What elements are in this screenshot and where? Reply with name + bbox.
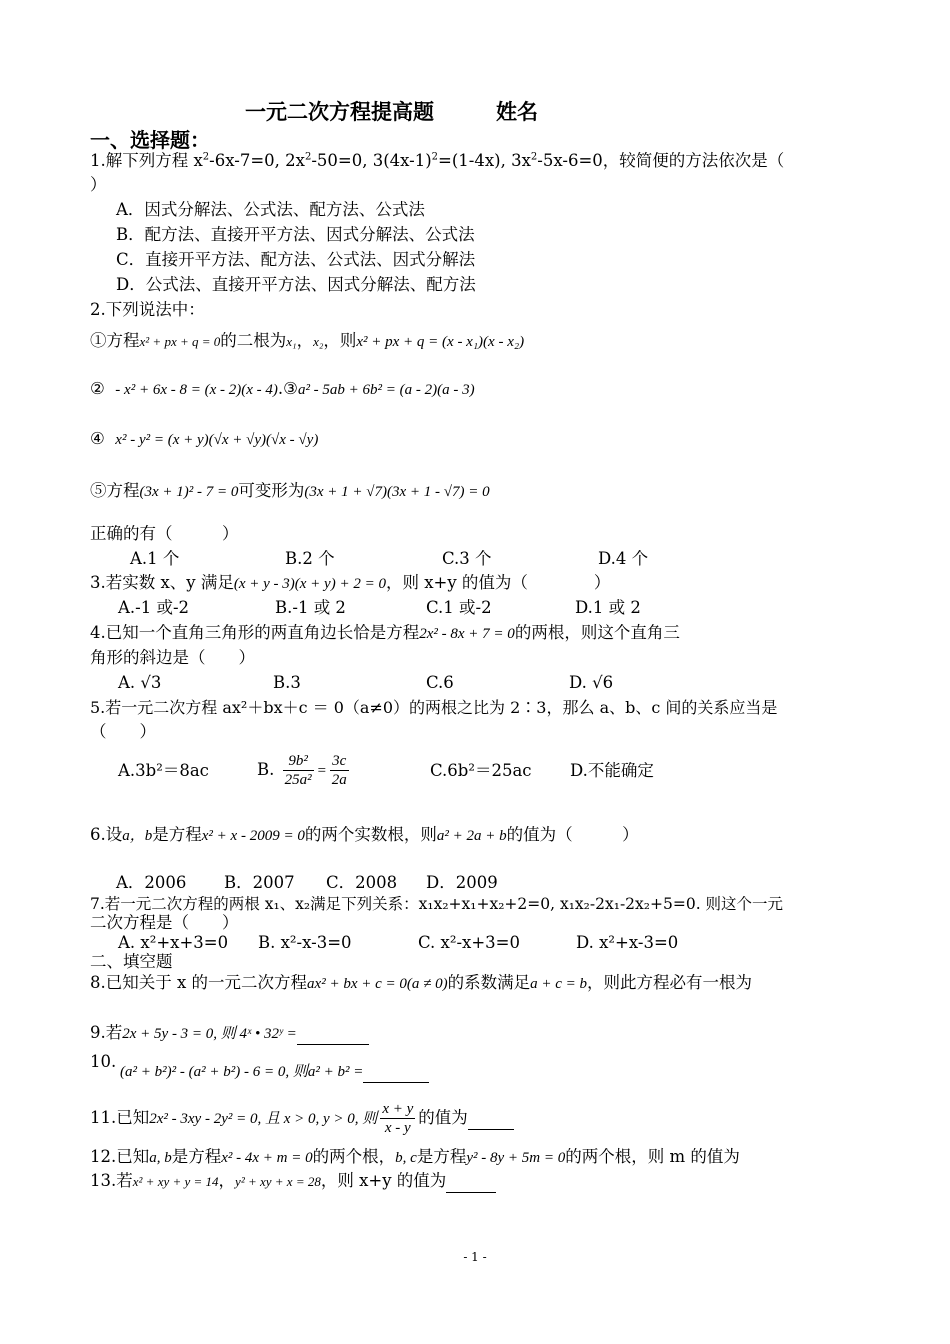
q10-answer-blank[interactable]	[363, 1060, 429, 1083]
q6-text-c: 的两个实数根，则	[304, 825, 437, 844]
q12-eq2: y² - 8y + 5m = 0	[466, 1150, 566, 1166]
q2-option-b: B.2 个	[285, 549, 335, 568]
question-7-stem: 7.若一元二次方程的两根 x₁、x₂满足下列关系：x₁x₂+x₁+x₂+2=0, x₁x₂-2x₁-2x₂+5=0. 则这个一元	[90, 895, 784, 913]
q11-num: x + y	[382, 1101, 414, 1117]
q12-text-d: 是方程	[416, 1147, 467, 1166]
q8-text-a: 8.已知关于 x 的一元二次方程	[90, 973, 308, 992]
q12-eq1: x² - 4x + m = 0	[221, 1150, 313, 1166]
q13-comma: ，	[218, 1171, 236, 1190]
q2-s3-label: ③	[283, 379, 298, 398]
q4-option-d: D. √6	[569, 673, 614, 692]
q3-option-d: D.1 或 2	[575, 598, 641, 617]
q2-statement-4	[90, 428, 318, 451]
q1-part-a: 1.解下列方程 x	[90, 151, 203, 170]
name-label: 姓名	[496, 100, 538, 124]
q11-eq: 2x² - 3xy - 2y² = 0, 且 x > 0, y > 0, 则	[149, 1111, 378, 1127]
page-number: - 1 -	[463, 1250, 487, 1264]
q2-s1-eq2: x² + px + q = (x - x₁)(x - x₂)	[356, 334, 525, 350]
q3-eq: (x + y - 3)(x + y) + 2 = 0	[233, 576, 386, 592]
q11-text-b: 的值为	[418, 1108, 468, 1127]
q12-ab: a, b	[149, 1150, 172, 1166]
q2-s4-eq: x² - y² = (x + y)(√x + √y)(√x - √y)	[115, 432, 319, 448]
q4-eq: 2x² - 8x + 7 = 0	[419, 626, 515, 642]
q1-part-d: =(1-4x), 3x	[438, 151, 531, 170]
question-7-stem-cont: 二次方程是（ ）	[90, 913, 239, 932]
q1-sup: 2	[304, 151, 312, 163]
q1-part-b: -6x-7=0, 2x	[209, 151, 305, 170]
q5-b-equals: =	[316, 763, 327, 779]
q8-cond: a + c = b	[530, 976, 588, 992]
q2-s1-eq1: x² + px + q = 0	[139, 334, 221, 349]
q5-b-fraction-1	[283, 752, 314, 789]
q6-expr: a² + 2a + b	[436, 828, 507, 844]
page-title	[245, 96, 538, 126]
q5-b-den1: 25a²	[284, 772, 312, 788]
q6-text-a: 6.设	[90, 825, 123, 844]
q6-option-b: B．2007	[224, 873, 295, 892]
q6-option-d: D．2009	[426, 873, 498, 892]
q8-text-c: ，则此方程必有一根为	[587, 973, 753, 992]
question-13	[90, 1170, 496, 1193]
q7-option-d: D. x²+x-3=0	[576, 933, 679, 952]
q3-option-b: B.-1 或 2	[275, 598, 346, 617]
q4-option-a: A. √3	[118, 673, 162, 692]
q11-fraction	[380, 1100, 415, 1137]
q8-eq: ax² + bx + c = 0(a ≠ 0)	[307, 976, 448, 992]
q2-statement-2-3	[90, 378, 475, 401]
q3-option-c: C.1 或-2	[426, 598, 492, 617]
q5-b-num1: 9b²	[283, 752, 314, 771]
q2-s5-eq2: (3x + 1 + √7)(3x + 1 - √7) = 0	[304, 484, 490, 500]
question-5-stem: 5.若一元二次方程 ax²＋bx＋c ＝ 0（a≠0）的两根之比为 2∶3，那么 a、b、c 间的关系应当是	[90, 698, 778, 717]
q7-option-b: B. x²-x-3=0	[258, 933, 352, 952]
q6-ab: a，b	[122, 828, 153, 844]
q2-s1-x2: x₂	[313, 334, 324, 349]
q5-b-num2: 3c	[330, 752, 349, 771]
question-10	[120, 1060, 429, 1083]
q2-s1-then: ，则	[323, 331, 357, 350]
q4-option-b: B.3	[273, 673, 301, 692]
q2-s1-x1: x₁	[286, 334, 297, 349]
q4-option-c: C.6	[426, 673, 454, 692]
question-9	[90, 1022, 369, 1045]
q5-option-d: D.不能确定	[570, 761, 654, 780]
q12-text-e: 的两个根，则 m 的值为	[565, 1147, 740, 1166]
q13-answer-blank[interactable]	[446, 1170, 496, 1193]
q13-eq1: x² + xy + y = 14	[132, 1174, 219, 1189]
q11-text-a: 11.已知	[90, 1108, 150, 1127]
q2-s2-label: ②	[90, 379, 105, 398]
q2-statement-5	[90, 480, 490, 503]
q12-text-b: 是方程	[171, 1147, 222, 1166]
q2-statement-1	[90, 330, 524, 353]
q5-option-c: C.6b²＝25ac	[430, 761, 532, 780]
q13-eq2: y² + xy + x = 28	[235, 1174, 321, 1189]
q9-eq: 2x + 5y - 3 = 0, 则 4ˣ • 32ʸ =	[122, 1026, 297, 1042]
q2-option-d: D.4 个	[598, 549, 649, 568]
q2-s2-eq: - x² + 6x - 8 = (x - 2)(x - 4)	[115, 382, 278, 398]
q12-bc: b, c	[395, 1150, 417, 1166]
q1-option-a: A．因式分解法、公式法、配方法、公式法	[116, 200, 425, 219]
question-1-stem	[90, 150, 784, 172]
question-10-num: 10.	[90, 1052, 117, 1071]
section-heading-fill: 二、填空题	[90, 952, 173, 971]
q8-text-b: 的系数满足	[447, 973, 531, 992]
q2-s3-eq: a² - 5ab + 6b² = (a - 2)(a - 3)	[297, 382, 475, 398]
q2-s1-text: 的二根为	[220, 331, 287, 350]
q11-answer-blank[interactable]	[468, 1107, 514, 1130]
q12-text-a: 12.已知	[90, 1147, 150, 1166]
q1-part-c: -50=0, 3(4x-1)	[311, 151, 432, 170]
q5-option-b	[257, 752, 352, 789]
q6-eq: x² + x - 2009 = 0	[201, 828, 305, 844]
question-11	[90, 1100, 514, 1137]
q2-s1-comma: ，	[296, 331, 314, 350]
q5-b-fraction-2	[330, 752, 349, 789]
q1-option-c: C．直接开平方法、配方法、公式法、因式分解法	[116, 250, 476, 269]
q1-sup: 2	[431, 151, 439, 163]
q11-den: x - y	[384, 1120, 411, 1136]
q2-option-c: C.3 个	[442, 549, 492, 568]
section-heading-choice: 一、选择题：	[90, 128, 210, 152]
q2-option-a: A.1 个	[130, 549, 180, 568]
q2-s4-label: ④	[90, 429, 105, 448]
q5-option-a: A.3b²＝8ac	[118, 761, 209, 780]
q1-option-d: D．公式法、直接开平方法、因式分解法、配方法	[116, 275, 476, 294]
question-2-stem: 2.下列说法中：	[90, 300, 205, 319]
question-1-close: ）	[90, 175, 107, 194]
q1-option-b: B．配方法、直接开平方法、因式分解法、公式法	[116, 225, 475, 244]
q2-s2-dot: .	[277, 379, 284, 398]
question-4-stem-cont: 角形的斜边是（ ）	[90, 648, 255, 667]
q1-sup: 2	[202, 151, 210, 163]
q6-text-d: 的值为（ ）	[506, 825, 639, 844]
q9-text: 9.若	[90, 1023, 123, 1042]
q3-text-a: 3.若实数 x、y 满足	[90, 573, 234, 592]
title-text: 一元二次方程提高题	[245, 100, 434, 124]
q13-text-a: 13.若	[90, 1171, 133, 1190]
question-8-stem	[90, 972, 752, 995]
q6-text-b: 是方程	[152, 825, 202, 844]
q1-part-e: -5x-6=0，较简便的方法依次是（	[537, 151, 785, 170]
question-3-stem	[90, 572, 610, 595]
q1-sup: 2	[530, 151, 538, 163]
question-5-close: （ ）	[90, 722, 156, 741]
q9-answer-blank[interactable]	[297, 1022, 369, 1045]
question-12	[90, 1146, 740, 1169]
q3-text-b: ，则 x+y 的值为（ ）	[385, 573, 611, 592]
q12-text-c: 的两个根，	[312, 1147, 396, 1166]
question-4-stem	[90, 622, 680, 645]
q5-b-den2: 2a	[331, 772, 347, 788]
q7-option-c: C. x²-x+3=0	[418, 933, 520, 952]
q13-text-b: ，则 x+y 的值为	[320, 1171, 447, 1190]
question-6-stem	[90, 824, 639, 847]
q7-option-a: A. x²+x+3=0	[118, 933, 229, 952]
q3-option-a: A.-1 或-2	[118, 598, 190, 617]
q6-option-a: A．2006	[116, 873, 187, 892]
q4-text-b: 的两根，则这个直角三	[514, 623, 680, 642]
q5-b-label: B.	[257, 760, 275, 779]
q2-s5-text: 可变形为	[238, 481, 305, 500]
q6-option-c: C．2008	[326, 873, 398, 892]
q4-text-a: 4.已知一个直角三角形的两直角边长恰是方程	[90, 623, 420, 642]
q10-eq: (a² + b²)² - (a² + b²) - 6 = 0, 则a² + b² =	[120, 1064, 364, 1080]
q2-correct-prompt: 正确的有（ ）	[90, 524, 239, 543]
q2-s1-label: ①方程	[90, 331, 140, 350]
q2-s5-label: ⑤方程	[90, 481, 140, 500]
q2-s5-eq1: (3x + 1)² - 7 = 0	[139, 484, 239, 500]
